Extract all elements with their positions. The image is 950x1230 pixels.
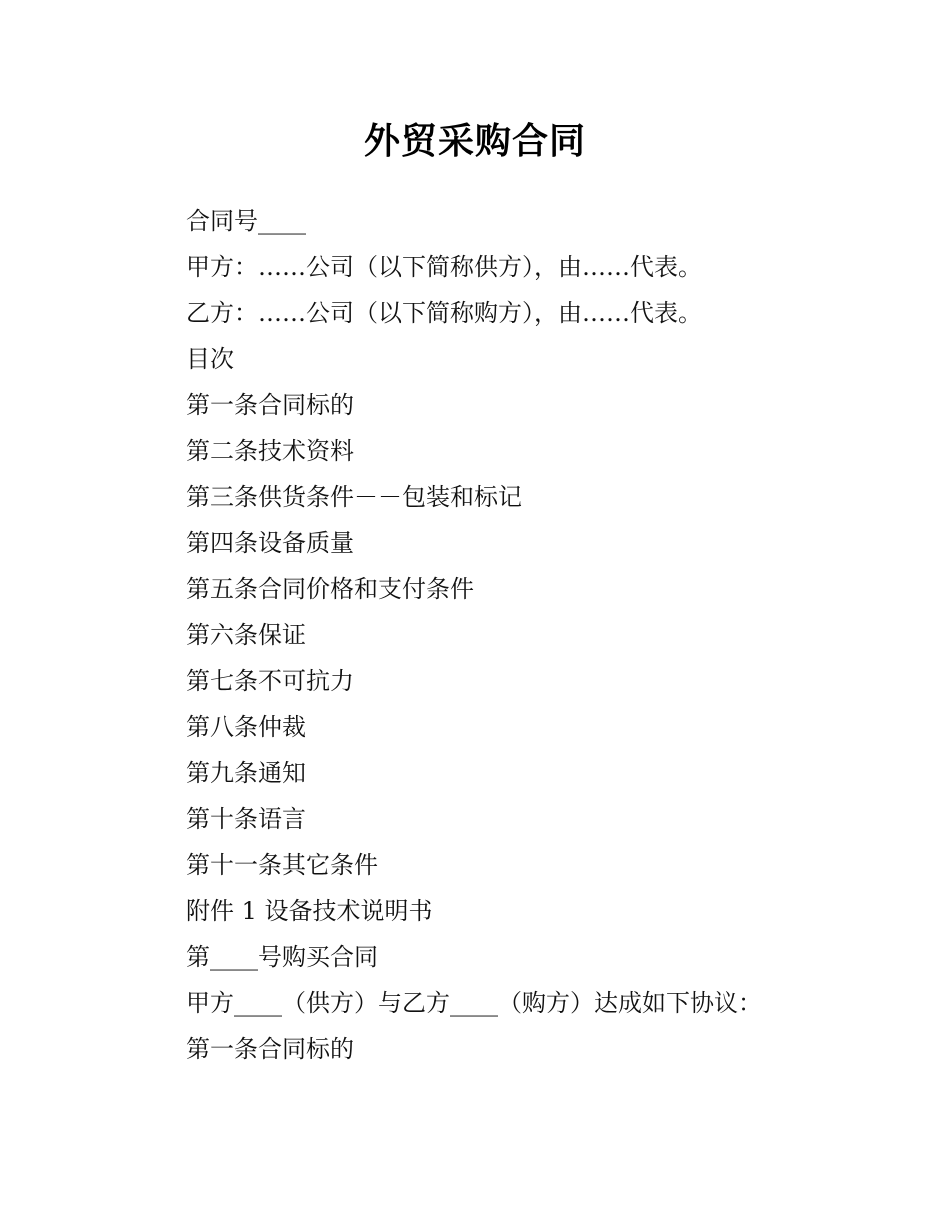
toc-item-10: 第十条语言 — [186, 805, 306, 833]
attachment-line: 附件 1 设备技术说明书 — [186, 897, 433, 925]
document-title: 外贸采购合同 — [363, 121, 586, 162]
toc-item-4: 第四条设备质量 — [186, 529, 354, 557]
contract-number-line: 合同号____ — [186, 207, 306, 235]
purchase-contract-number-line: 第____号购买合同 — [186, 943, 378, 971]
toc-item-9: 第九条通知 — [186, 759, 306, 787]
party-a-line: 甲方：……公司（以下简称供方），由……代表。 — [186, 253, 702, 281]
toc-item-11: 第十一条其它条件 — [186, 851, 378, 879]
toc-item-6: 第六条保证 — [186, 621, 306, 649]
toc-item-5: 第五条合同价格和支付条件 — [186, 575, 474, 603]
article-1-heading: 第一条合同标的 — [186, 1035, 354, 1063]
toc-item-8: 第八条仲裁 — [186, 713, 306, 741]
document-body — [186, 198, 886, 1072]
party-b-line: 乙方：……公司（以下简称购方），由……代表。 — [186, 299, 702, 327]
table-of-contents-heading: 目次 — [186, 345, 234, 373]
toc-item-7: 第七条不可抗力 — [186, 667, 354, 695]
toc-item-2: 第二条技术资料 — [186, 437, 354, 465]
agreement-intro-line: 甲方____（供方）与乙方____（购方）达成如下协议： — [186, 989, 762, 1017]
toc-item-1: 第一条合同标的 — [186, 391, 354, 419]
toc-item-3: 第三条供货条件－－包装和标记 — [186, 483, 522, 511]
